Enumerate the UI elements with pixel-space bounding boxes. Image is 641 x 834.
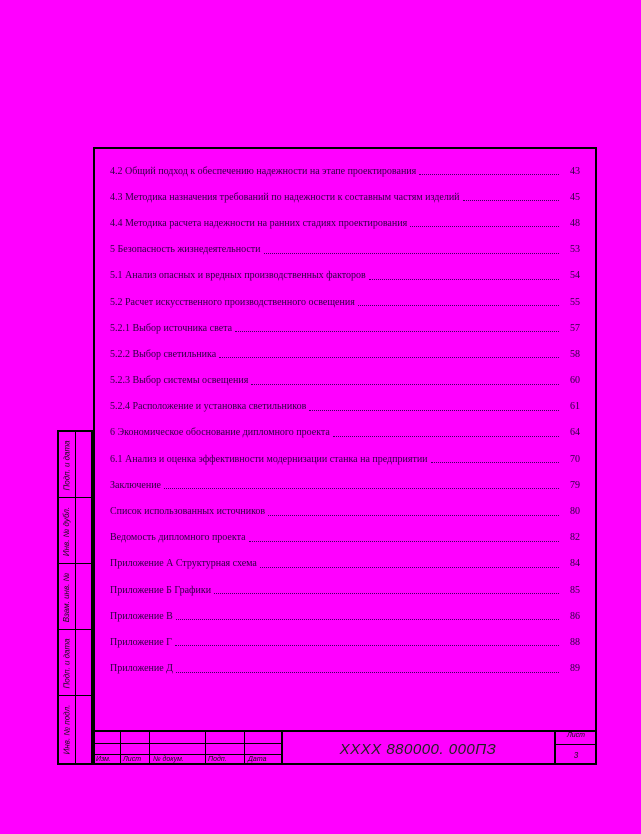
toc-leader-dots [176,618,559,620]
title-block-vline [149,732,150,765]
toc-entry-title: 4.3 Методика назначения требований по надежности к составным частям изделий [110,191,460,203]
toc-entry-title: 5.2.3 Выбор системы освещения [110,375,249,387]
binding-strip-label-text: Инв. № дубл. [62,506,72,556]
title-block-hline [93,743,281,744]
toc-entry [110,472,580,498]
toc-leader-dots [176,671,559,673]
toc-leader-dots [219,356,559,358]
toc-entry-title: Список использованных источников [110,506,266,518]
toc-entry-page: 79 [570,479,580,491]
toc-entry-page: 43 [570,165,580,177]
toc-leader-dots [268,514,559,516]
toc-entry-page: 55 [570,296,580,308]
binding-strip-label-text: Инв. № подл. [62,704,72,755]
binding-strip-label-text: Подп. и дата [62,637,72,689]
title-block-hline [554,744,597,745]
toc-leader-dots [333,435,559,437]
toc-entry-page: 89 [570,663,580,675]
toc-entry-page: 70 [570,453,580,465]
toc-entry-page: 60 [570,375,580,387]
binding-strip-label [59,564,75,630]
toc-entry-title: Приложение Г [110,636,172,648]
toc-entry-page: 82 [570,532,580,544]
toc-entry [110,341,580,367]
sheet-number: 3 [573,751,579,760]
table-of-contents [110,158,580,682]
toc-entry-title: Приложение Д [110,663,173,675]
toc-entry-page: 54 [570,270,580,282]
binding-strip-label [59,432,75,498]
toc-leader-dots [358,304,559,306]
toc-leader-dots [410,225,559,227]
toc-entry [110,656,580,682]
toc-leader-dots [309,409,559,411]
toc-entry [110,498,580,524]
toc-entry-title: Заключение [110,479,161,491]
toc-entry [110,420,580,446]
toc-entry-page: 84 [570,558,580,570]
toc-entry-title: 6 Экономическое обоснование дипломного проекта [110,427,330,439]
toc-entry-page: 57 [570,322,580,334]
toc-entry-page: 45 [570,191,580,203]
binding-strip-cell [59,432,91,498]
toc-entry [110,603,580,629]
toc-entry [110,210,580,236]
binding-strip-label [59,498,75,564]
title-block-column-label: Изм. [96,756,111,763]
toc-entry-title: 4.2 Общий подход к обеспечению надежности на этапе проектирования [110,165,417,177]
toc-leader-dots [235,330,559,332]
toc-entry-title: 5.2.1 Выбор источника света [110,322,233,334]
toc-entry-title: Приложение Б Графики [110,584,212,596]
toc-entry-title: 5.2 Расчет искусственного производственного освещения [110,296,355,308]
toc-entry [110,525,580,551]
toc-entry-page: 88 [570,636,580,648]
toc-entry [110,629,580,655]
toc-leader-dots [251,383,559,385]
toc-entry-page: 80 [570,506,580,518]
binding-strip-cell [59,498,91,564]
toc-entry-title: 4.4 Методика расчета надежности на ранних стадиях проектирования [110,217,408,229]
toc-leader-dots [264,252,559,254]
title-block-vline [120,732,121,765]
document-code: ХХХХ 880000. 000ПЗ [339,740,497,758]
toc-entry [110,577,580,603]
toc-leader-dots [249,540,559,542]
toc-leader-dots [369,278,559,280]
toc-entry-title: 5 Безопасность жизнедеятельности [110,244,261,256]
binding-strip-cell [59,564,91,630]
title-block-vline [244,732,245,765]
title-block-column-label: Дата [248,756,267,763]
toc-leader-dots [214,592,559,594]
title-block-vline [205,732,206,765]
toc-entry [110,289,580,315]
toc-entry-page: 61 [570,401,580,413]
toc-entry [110,394,580,420]
toc-entry-page: 85 [570,584,580,596]
binding-strip-label-text: Взам. инв. № [62,572,72,622]
title-block-hline [93,754,281,755]
toc-leader-dots [431,461,559,463]
binding-strip-cell [59,696,91,763]
title-block-column-label: № докум. [153,756,184,763]
toc-entry-title: 5.2.2 Выбор светильника [110,348,217,360]
toc-leader-dots [164,487,559,489]
binding-strip-cell [59,630,91,696]
binding-strip-label [59,630,75,696]
toc-entry [110,446,580,472]
title-block-column-label: Лист [123,756,142,763]
toc-entry [110,263,580,289]
toc-entry-title: 6.1 Анализ и оценка эффективности модернизации станка на предприятии [110,453,428,465]
binding-strip [57,430,93,765]
toc-leader-dots [260,566,559,568]
toc-entry-page: 48 [570,217,580,229]
toc-leader-dots [419,173,559,175]
toc-entry [110,368,580,394]
toc-entry [110,237,580,263]
title-block-column-label: Подп. [208,756,227,763]
toc-entry-title: Приложение В [110,610,173,622]
toc-entry-page: 58 [570,348,580,360]
toc-entry [110,158,580,184]
toc-entry-title: Ведомость дипломного проекта [110,532,246,544]
toc-entry-title: 5.1 Анализ опасных и вредных производственных факторов [110,270,366,282]
toc-entry [110,184,580,210]
toc-entry-page: 86 [570,610,580,622]
toc-entry [110,551,580,577]
sheet-label: Лист [566,732,586,739]
toc-entry-title: 5.2.4 Расположение и установка светильников [110,401,307,413]
toc-leader-dots [463,199,559,201]
toc-entry-title: Приложение А Структурная схема [110,558,257,570]
binding-strip-label-text: Подп. и дата [62,439,72,491]
toc-entry-page: 53 [570,244,580,256]
binding-strip-label [59,696,75,763]
toc-entry [110,315,580,341]
toc-leader-dots [175,644,559,646]
toc-entry-page: 64 [570,427,580,439]
